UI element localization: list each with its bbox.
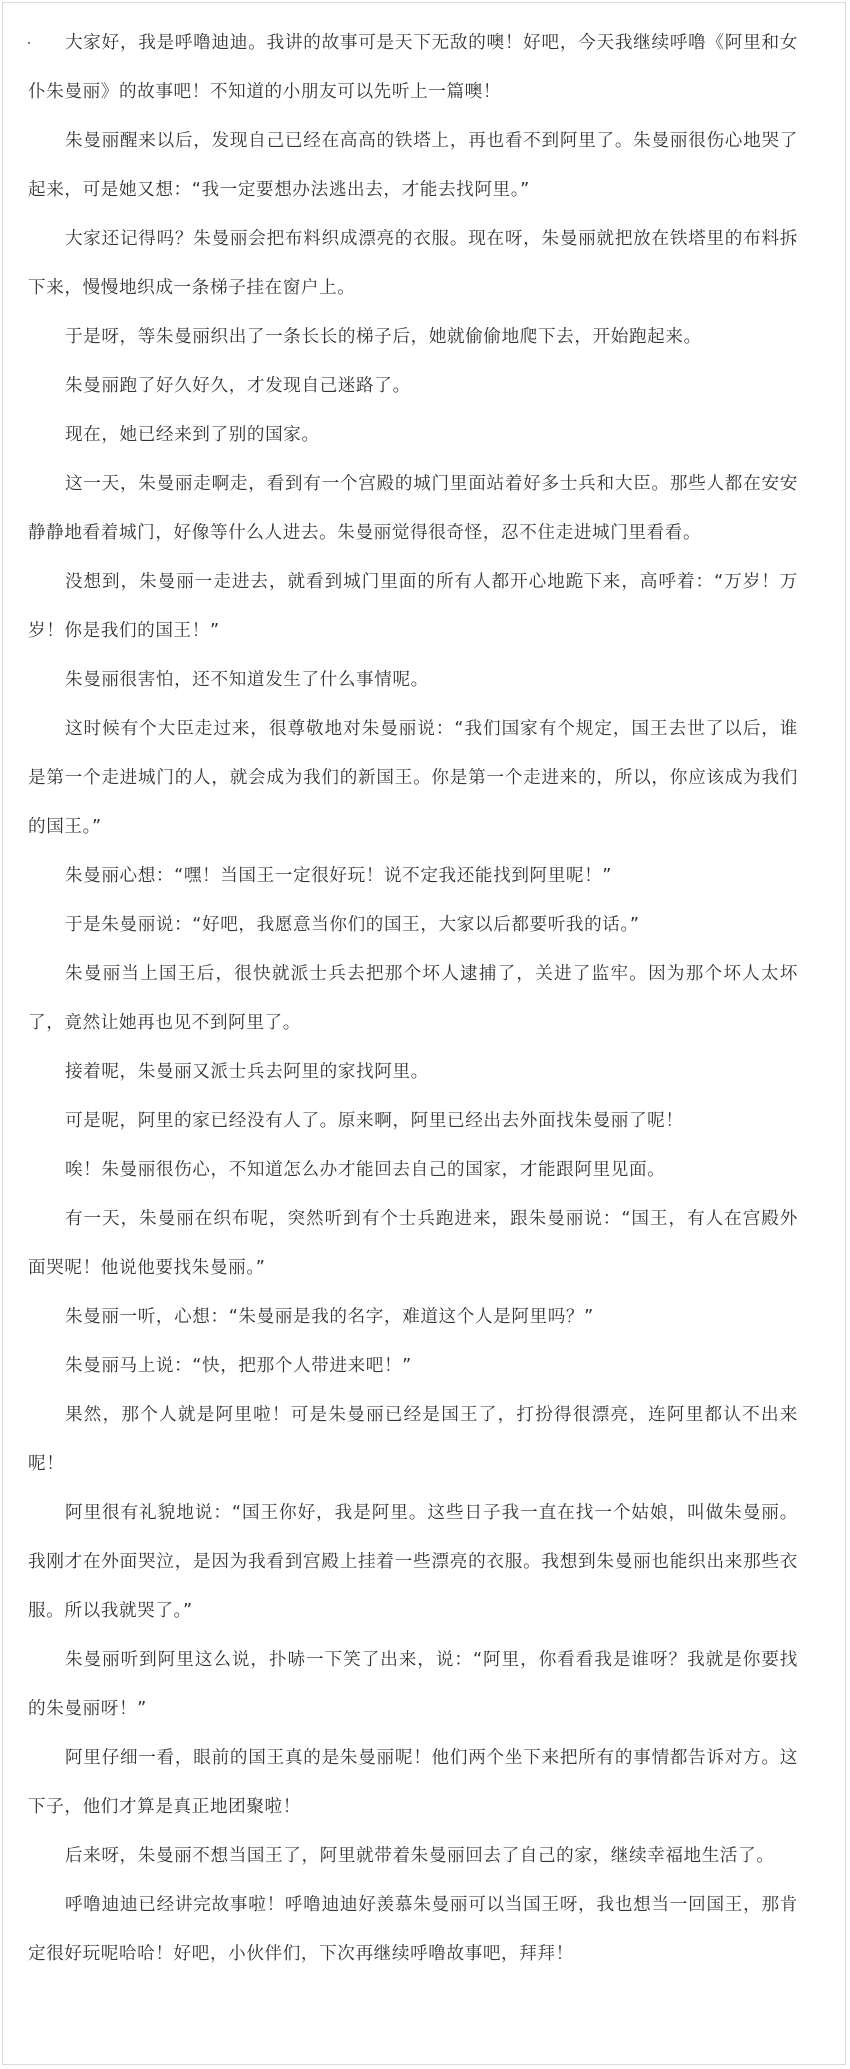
story-paragraph: 现在，她已经来到了别的国家。	[64, 425, 320, 445]
story-paragraph: 这一天，朱曼丽走啊走，看到有一个宫殿的城门里面站着好多士兵和大臣。那些人都在安安静静地看着城门，好像等什么人进去。朱曼丽觉得很奇怪，忍不住走进城门里看看。	[28, 474, 798, 543]
story-paragraph: 阿里仔细一看，眼前的国王真的是朱曼丽呢！他们两个坐下来把所有的事情都告诉对方。这下子，他们才算是真正地团聚啦！	[28, 1748, 798, 1817]
story-paragraph: 于是呀，等朱曼丽织出了一条长长的梯子后，她就偷偷地爬下去，开始跑起来。	[64, 327, 702, 347]
story-paragraph: 大家还记得吗？朱曼丽会把布料织成漂亮的衣服。现在呀，朱曼丽就把放在铁塔里的布料拆下来，慢慢地织成一条梯子挂在窗户上。	[28, 229, 798, 298]
story-paragraph: 朱曼丽心想：“嘿！当国王一定很好玩！说不定我还能找到阿里呢！”	[64, 866, 613, 886]
story-paragraph: 可是呢，阿里的家已经没有人了。原来啊，阿里已经出去外面找朱曼丽了呢！	[64, 1111, 684, 1131]
story-paragraph: 于是朱曼丽说：“好吧，我愿意当你们的国王，大家以后都要听我的话。”	[64, 915, 640, 935]
story-paragraph: 朱曼丽一听，心想：“朱曼丽是我的名字，难道这个人是阿里吗？”	[64, 1307, 594, 1327]
story-paragraph: 朱曼丽跑了好久好久，才发现自己迷路了。	[64, 376, 411, 396]
story-paragraph: 后来呀，朱曼丽不想当国王了，阿里就带着朱曼丽回去了自己的家，继续幸福地生活了。	[64, 1846, 775, 1866]
story-body	[28, 19, 798, 1979]
story-paragraph: 朱曼丽马上说：“快，把那个人带进来吧！”	[64, 1356, 412, 1376]
story-paragraph: 没想到，朱曼丽一走进去，就看到城门里面的所有人都开心地跪下来，高呼着：“万岁！万岁！你是我们的国王！”	[28, 572, 798, 641]
story-paragraph-outro: 呼噜迪迪已经讲完故事啦！呼噜迪迪好羡慕朱曼丽可以当国王呀，我也想当一回国王，那肯定很好玩呢哈哈！好吧，小伙伴们，下次再继续呼噜故事吧，拜拜！	[28, 1895, 798, 1964]
story-paragraph: 唉！朱曼丽很伤心，不知道怎么办才能回去自己的国家，才能跟阿里见面。	[64, 1160, 666, 1180]
story-paragraph: 朱曼丽听到阿里这么说，扑哧一下笑了出来，说：“阿里，你看看我是谁呀？我就是你要找的朱曼丽呀！”	[28, 1650, 798, 1719]
story-paragraph-intro: 大家好，我是呼噜迪迪。我讲的故事可是天下无敌的噢！好吧，今天我继续呼噜《阿里和女仆朱曼丽》的故事吧！不知道的小朋友可以先听上一篇噢！	[28, 33, 798, 102]
story-paragraph: 阿里很有礼貌地说：“国王你好，我是阿里。这些日子我一直在找一个姑娘，叫做朱曼丽。我刚才在外面哭泣，是因为我看到宫殿上挂着一些漂亮的衣服。我想到朱曼丽也能织出来那些衣服。所以我就哭了。”	[28, 1503, 798, 1621]
story-paragraph: 果然，那个人就是阿里啦！可是朱曼丽已经是国王了，打扮得很漂亮，连阿里都认不出来呢！	[28, 1405, 798, 1474]
story-paragraph: 有一天，朱曼丽在织布呢，突然听到有个士兵跑进来，跟朱曼丽说：“国王，有人在宫殿外面哭呢！他说他要找朱曼丽。”	[28, 1209, 798, 1278]
story-paragraph: 朱曼丽当上国王后，很快就派士兵去把那个坏人逮捕了，关进了监牢。因为那个坏人太坏了，竟然让她再也见不到阿里了。	[28, 964, 798, 1033]
story-paragraph: 朱曼丽醒来以后，发现自己已经在高高的铁塔上，再也看不到阿里了。朱曼丽很伤心地哭了起来，可是她又想：“我一定要想办法逃出去，才能去找阿里。”	[28, 131, 798, 200]
story-paragraph: 接着呢，朱曼丽又派士兵去阿里的家找阿里。	[64, 1062, 429, 1082]
story-paragraph: 这时候有个大臣走过来，很尊敬地对朱曼丽说：“我们国家有个规定，国王去世了以后，谁是第一个走进城门的人，就会成为我们的新国王。你是第一个走进来的，所以，你应该成为我们的国王。”	[28, 719, 798, 837]
story-paragraph: 朱曼丽很害怕，还不知道发生了什么事情呢。	[64, 670, 429, 690]
